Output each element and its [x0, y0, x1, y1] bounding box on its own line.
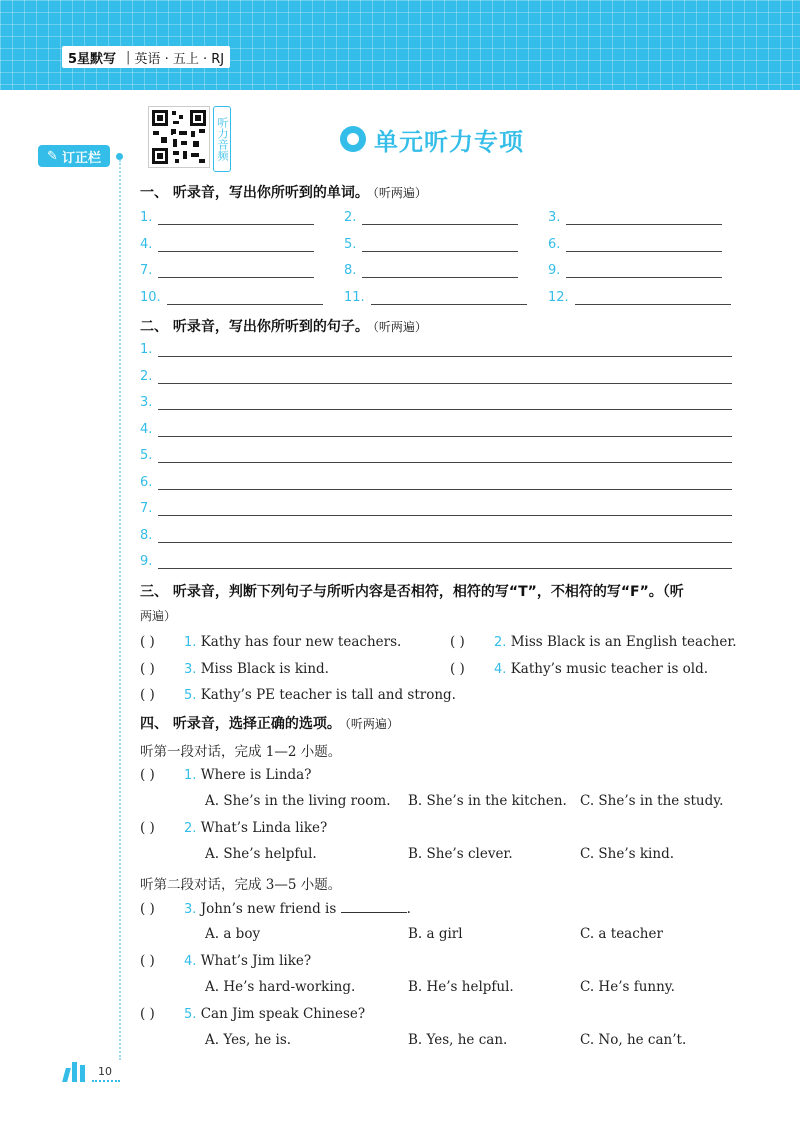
option-a[interactable]: A. Yes, he is. — [205, 1032, 292, 1048]
mc-num: 5. — [184, 1007, 197, 1022]
sentence-num: 5. — [140, 448, 153, 463]
section4-heading — [140, 713, 399, 733]
word-blank[interactable] — [575, 290, 731, 305]
tf-text: Miss Black is an English teacher. — [510, 634, 737, 650]
sentence-blank[interactable] — [158, 342, 732, 357]
tf-item — [450, 634, 737, 650]
word-num: 6. — [548, 237, 561, 252]
tf-num: 2. — [494, 635, 507, 650]
mc-question — [140, 820, 327, 836]
correction-column-tag — [38, 145, 110, 167]
brand-name: 5星默写 — [68, 51, 117, 67]
word-blank[interactable] — [167, 290, 323, 305]
section1-heading-text: 一、 听录音，写出你所听到的单词。 — [140, 185, 369, 201]
section3-heading-cont: 两遍） — [140, 609, 177, 623]
page-title — [340, 122, 524, 156]
mc-num: 1. — [184, 768, 197, 783]
mc-num: 4. — [184, 954, 197, 969]
section3-heading-text: 三、 听录音，判断下列句子与所听内容是否相符，相符的写“T”，不相符的写“F”。（听 — [140, 584, 684, 600]
word-num: 2. — [344, 210, 357, 225]
section4-heading-text: 四、 听录音，选择正确的选项。 — [140, 716, 341, 732]
sentence-num: 8. — [140, 528, 153, 543]
option-b[interactable]: B. She’s in the kitchen. — [408, 793, 567, 809]
sentence-item — [140, 422, 732, 437]
option-c[interactable]: C. She’s in the study. — [580, 793, 724, 809]
dialog1-instruction: 听第一段对话，完成 1—2 小题。 — [140, 744, 342, 760]
page-number-underline — [92, 1080, 120, 1082]
page-title-text: 单元听力专项 — [374, 127, 524, 156]
word-item — [548, 290, 731, 305]
word-num: 12. — [548, 290, 569, 305]
word-item — [140, 210, 314, 225]
word-num: 3. — [548, 210, 561, 225]
word-item — [548, 210, 722, 225]
mc-question — [140, 1006, 365, 1022]
section2-heading — [140, 316, 427, 336]
mc-num: 2. — [184, 821, 197, 836]
sentence-blank[interactable] — [158, 475, 732, 490]
mc-text: What’s Linda like? — [200, 820, 328, 836]
option-b[interactable]: B. He’s helpful. — [408, 979, 514, 995]
tf-text: Kathy’s music teacher is old. — [510, 661, 709, 677]
mc-text: John’s new friend is — [200, 901, 337, 917]
answer-paren[interactable]: ( ) — [140, 767, 155, 783]
sentence-blank[interactable] — [158, 501, 732, 516]
sentence-item — [140, 342, 732, 357]
word-item — [140, 237, 314, 252]
option-a[interactable]: A. She’s in the living room. — [205, 793, 391, 809]
mc-question — [140, 767, 311, 783]
answer-paren[interactable]: ( ) — [140, 901, 155, 917]
word-blank[interactable] — [371, 290, 527, 305]
mc-question — [140, 953, 311, 969]
sentence-num: 7. — [140, 501, 153, 516]
option-c[interactable]: C. She’s kind. — [580, 846, 674, 862]
sentence-item — [140, 475, 732, 490]
correction-divider — [119, 160, 121, 1060]
correction-label: 订正栏 — [61, 150, 101, 166]
answer-paren[interactable]: ( ) — [140, 1006, 155, 1022]
answer-paren[interactable]: ( ) — [140, 953, 155, 969]
word-item — [140, 263, 314, 278]
section4-note: （听两遍） — [344, 717, 399, 731]
option-a[interactable]: A. a boy — [205, 926, 261, 942]
sentence-blank[interactable] — [158, 528, 732, 543]
tf-num: 5. — [184, 688, 197, 703]
correction-dot — [116, 153, 123, 160]
word-blank[interactable] — [158, 237, 314, 252]
word-item — [548, 263, 722, 278]
word-blank[interactable] — [566, 210, 722, 225]
fill-blank[interactable] — [341, 900, 407, 913]
word-item — [344, 237, 518, 252]
mc-tail: . — [406, 901, 411, 917]
sentence-item — [140, 395, 732, 410]
tf-item — [140, 661, 329, 677]
header-band — [0, 0, 800, 90]
answer-paren[interactable]: ( ) — [450, 634, 465, 650]
option-b[interactable]: B. a girl — [408, 926, 463, 942]
option-c[interactable]: C. No, he can’t. — [580, 1032, 687, 1048]
headphone-icon — [340, 126, 366, 152]
sentence-blank[interactable] — [158, 448, 732, 463]
answer-paren[interactable]: ( ) — [140, 687, 155, 703]
tf-item — [450, 661, 708, 677]
word-num: 4. — [140, 237, 153, 252]
option-a[interactable]: A. He’s hard-working. — [205, 979, 356, 995]
tf-item — [140, 634, 401, 650]
tf-num: 4. — [494, 662, 507, 677]
page-number: 10 — [98, 1065, 112, 1078]
sentence-num: 4. — [140, 422, 153, 437]
mc-num: 3. — [184, 902, 197, 917]
word-num: 8. — [344, 263, 357, 278]
books-icon — [62, 1062, 92, 1082]
answer-paren[interactable]: ( ) — [450, 661, 465, 677]
word-blank[interactable] — [362, 210, 518, 225]
option-a[interactable]: A. She’s helpful. — [205, 846, 317, 862]
option-b[interactable]: B. Yes, he can. — [408, 1032, 508, 1048]
tf-num: 1. — [184, 635, 197, 650]
word-item — [344, 290, 527, 305]
word-num: 9. — [548, 263, 561, 278]
tf-num: 3. — [184, 662, 197, 677]
mc-text: What’s Jim like? — [200, 953, 312, 969]
answer-paren[interactable]: ( ) — [140, 820, 155, 836]
tf-text: Kathy’s PE teacher is tall and strong. — [200, 687, 456, 703]
mc-text: Where is Linda? — [200, 767, 312, 783]
dialog2-instruction: 听第二段对话，完成 3—5 小题。 — [140, 877, 342, 893]
word-num: 11. — [344, 290, 365, 305]
mc-question — [140, 900, 411, 917]
word-item — [140, 290, 323, 305]
pencil-icon: ✎ — [47, 148, 58, 164]
sentence-num: 3. — [140, 395, 153, 410]
option-c[interactable]: C. He’s funny. — [580, 979, 675, 995]
section2-note: （听两遍） — [372, 320, 427, 334]
sentence-item — [140, 448, 732, 463]
section1-note: （听两遍） — [372, 186, 427, 200]
word-blank[interactable] — [362, 263, 518, 278]
qr-code[interactable] — [148, 106, 210, 168]
tf-item — [140, 687, 456, 703]
section3-heading — [140, 581, 684, 601]
sentence-num: 2. — [140, 369, 153, 384]
brand-separator: | — [126, 49, 131, 65]
sentence-num: 9. — [140, 554, 153, 569]
word-blank[interactable] — [566, 237, 722, 252]
word-item — [548, 237, 722, 252]
answer-paren[interactable]: ( ) — [140, 661, 155, 677]
brand-label — [62, 46, 230, 68]
word-item — [344, 263, 518, 278]
word-num: 5. — [344, 237, 357, 252]
mc-text: Can Jim speak Chinese? — [200, 1006, 366, 1022]
sentence-item — [140, 528, 732, 543]
subject-label: 英语 · 五上 · RJ — [134, 51, 225, 67]
answer-paren[interactable]: ( ) — [140, 634, 155, 650]
sentence-blank[interactable] — [158, 422, 732, 437]
word-num: 1. — [140, 210, 153, 225]
option-b[interactable]: B. She’s clever. — [408, 846, 513, 862]
tf-text: Miss Black is kind. — [200, 661, 329, 677]
qr-audio-label: 听力音频 — [213, 106, 231, 172]
section2-heading-text: 二、 听录音，写出你所听到的句子。 — [140, 319, 369, 335]
word-blank[interactable] — [362, 237, 518, 252]
sentence-blank[interactable] — [158, 554, 732, 569]
sentence-item — [140, 501, 732, 516]
sentence-item — [140, 554, 732, 569]
word-num: 7. — [140, 263, 153, 278]
word-blank[interactable] — [158, 263, 314, 278]
sentence-blank[interactable] — [158, 369, 732, 384]
tf-text: Kathy has four new teachers. — [200, 634, 402, 650]
option-c[interactable]: C. a teacher — [580, 926, 663, 942]
sentence-num: 6. — [140, 475, 153, 490]
word-blank[interactable] — [158, 210, 314, 225]
section1-heading — [140, 182, 427, 202]
sentence-blank[interactable] — [158, 395, 732, 410]
word-num: 10. — [140, 290, 161, 305]
sentence-item — [140, 369, 732, 384]
word-item — [344, 210, 518, 225]
sentence-num: 1. — [140, 342, 153, 357]
word-blank[interactable] — [566, 263, 722, 278]
